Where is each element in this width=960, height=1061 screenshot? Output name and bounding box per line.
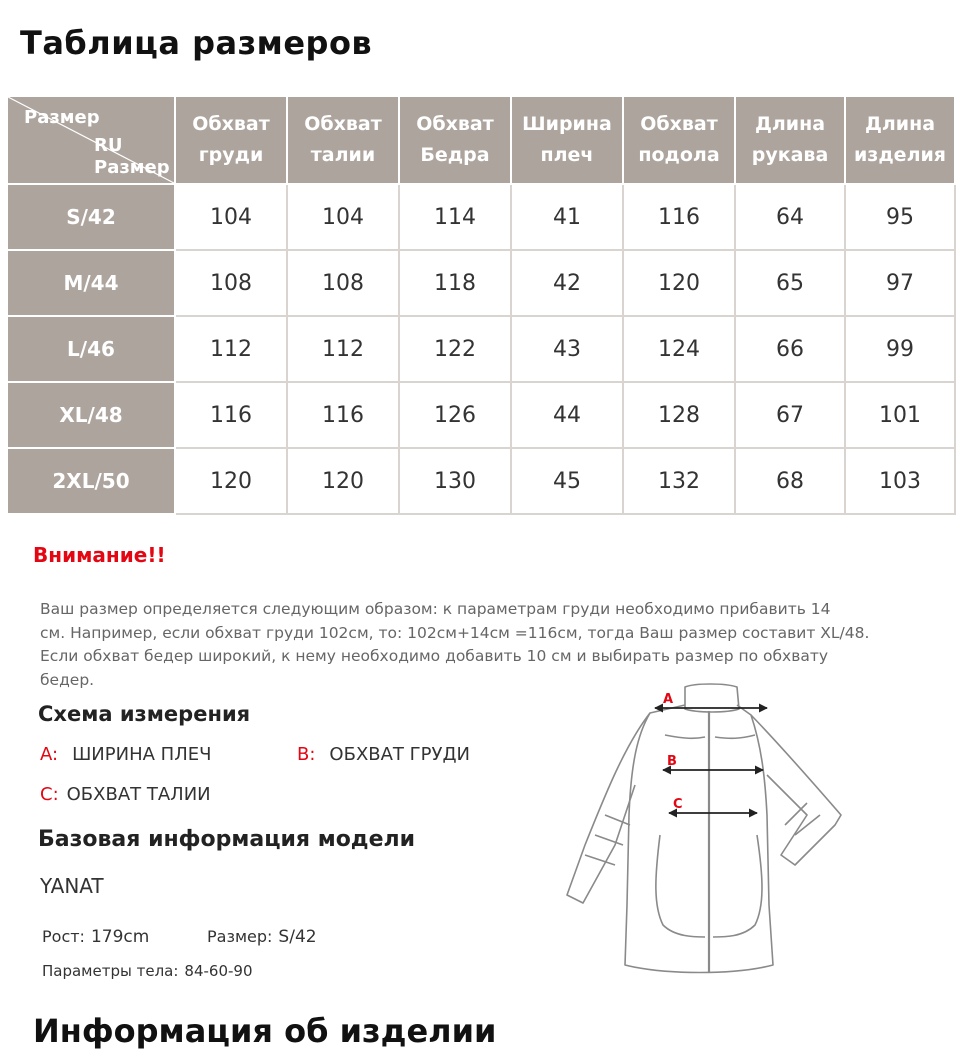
table-cell: 126 xyxy=(399,382,511,448)
measure-b-key: B: xyxy=(297,744,316,765)
table-cell: 112 xyxy=(287,316,399,382)
header-sleeve-length: Длина рукава xyxy=(735,96,845,184)
table-cell: 67 xyxy=(735,382,845,448)
model-height-label: Рост: xyxy=(42,927,85,946)
notice-line: Ваш размер определяется следующим образом: к параметрам груди необходимо прибавить 14 xyxy=(40,600,831,618)
model-height-value: 179cm xyxy=(90,927,150,947)
measure-a-key: A: xyxy=(40,744,59,765)
table-row xyxy=(7,184,955,250)
table-cell: 108 xyxy=(175,250,287,316)
model-name: YANAT xyxy=(40,874,104,898)
table-cell: 112 xyxy=(175,316,287,382)
header-hips: Обхват Бедра xyxy=(399,96,511,184)
table-cell: 44 xyxy=(511,382,623,448)
coat-measurement-diagram xyxy=(545,675,855,985)
table-row xyxy=(7,316,955,382)
table-cell: 104 xyxy=(287,184,399,250)
coat-outline xyxy=(567,684,841,973)
table-cell: 130 xyxy=(399,448,511,514)
corner-label-ru-size: RU Размер xyxy=(94,135,170,178)
measure-a-shoulder-width xyxy=(40,744,211,765)
table-cell: 68 xyxy=(735,448,845,514)
table-cell: 114 xyxy=(399,184,511,250)
table-row xyxy=(7,250,955,316)
table-cell: 132 xyxy=(623,448,735,514)
corner-label-size: Размер xyxy=(24,107,100,128)
size-table xyxy=(6,95,956,515)
model-size-value: S/42 xyxy=(278,927,317,947)
row-size-label: 2XL/50 xyxy=(7,448,175,514)
table-cell: 43 xyxy=(511,316,623,382)
notice-line: Если обхват бедер широкий, к нему необходимо добавить 10 см и выбирать размер по обхвату xyxy=(40,647,829,665)
table-row xyxy=(7,448,955,514)
table-cell: 45 xyxy=(511,448,623,514)
measure-b-label: ОБХВАТ ГРУДИ xyxy=(329,744,470,765)
measure-c-key: C: xyxy=(40,784,59,805)
row-size-label: M/44 xyxy=(7,250,175,316)
measurement-scheme-title: Схема измерения xyxy=(38,702,251,726)
table-row xyxy=(7,382,955,448)
model-height xyxy=(42,927,149,947)
table-cell: 120 xyxy=(287,448,399,514)
header-hem: Обхват подола xyxy=(623,96,735,184)
table-cell: 116 xyxy=(287,382,399,448)
table-cell: 41 xyxy=(511,184,623,250)
table-cell: 108 xyxy=(287,250,399,316)
table-cell: 99 xyxy=(845,316,955,382)
measure-b-chest xyxy=(297,744,470,765)
table-cell: 103 xyxy=(845,448,955,514)
model-params-label: Параметры тела: xyxy=(42,962,179,980)
diagram-label-c: C xyxy=(673,797,683,812)
table-cell: 120 xyxy=(623,250,735,316)
page-title: Таблица размеров xyxy=(20,24,373,62)
table-cell: 95 xyxy=(845,184,955,250)
row-size-label: S/42 xyxy=(7,184,175,250)
model-params-value: 84-60-90 xyxy=(184,962,253,980)
table-cell: 116 xyxy=(175,382,287,448)
diagram-label-b: B xyxy=(667,754,677,769)
notice-line: см. Например, если обхват груди 102см, то: 102см+14см =116см, тогда Ваш размер составит XL/48. xyxy=(40,623,870,642)
header-waist: Обхват талии xyxy=(287,96,399,184)
header-item-length: Длина изделия xyxy=(845,96,955,184)
measure-c-waist xyxy=(40,784,211,805)
table-cell: 122 xyxy=(399,316,511,382)
table-corner-cell xyxy=(7,96,175,184)
attention-heading: Внимание!! xyxy=(33,543,166,567)
table-cell: 118 xyxy=(399,250,511,316)
model-info-title: Базовая информация модели xyxy=(38,827,416,852)
table-cell: 104 xyxy=(175,184,287,250)
table-cell: 97 xyxy=(845,250,955,316)
row-size-label: L/46 xyxy=(7,316,175,382)
table-cell: 120 xyxy=(175,448,287,514)
table-cell: 42 xyxy=(511,250,623,316)
table-cell: 124 xyxy=(623,316,735,382)
table-header-row xyxy=(7,96,955,184)
table-cell: 101 xyxy=(845,382,955,448)
table-cell: 65 xyxy=(735,250,845,316)
measure-c-label: ОБХВАТ ТАЛИИ xyxy=(66,784,211,805)
model-size-label: Размер: xyxy=(207,927,273,946)
header-shoulders: Ширина плеч xyxy=(511,96,623,184)
row-size-label: XL/48 xyxy=(7,382,175,448)
table-cell: 64 xyxy=(735,184,845,250)
notice-line: бедер. xyxy=(40,670,95,689)
model-body-params xyxy=(42,962,253,980)
table-cell: 128 xyxy=(623,382,735,448)
model-size xyxy=(207,927,317,947)
header-chest: Обхват груди xyxy=(175,96,287,184)
measure-a-label: ШИРИНА ПЛЕЧ xyxy=(72,744,212,765)
table-cell: 116 xyxy=(623,184,735,250)
product-info-title: Информация об изделии xyxy=(33,1012,497,1050)
table-cell: 66 xyxy=(735,316,845,382)
diagram-label-a: A xyxy=(663,692,674,707)
